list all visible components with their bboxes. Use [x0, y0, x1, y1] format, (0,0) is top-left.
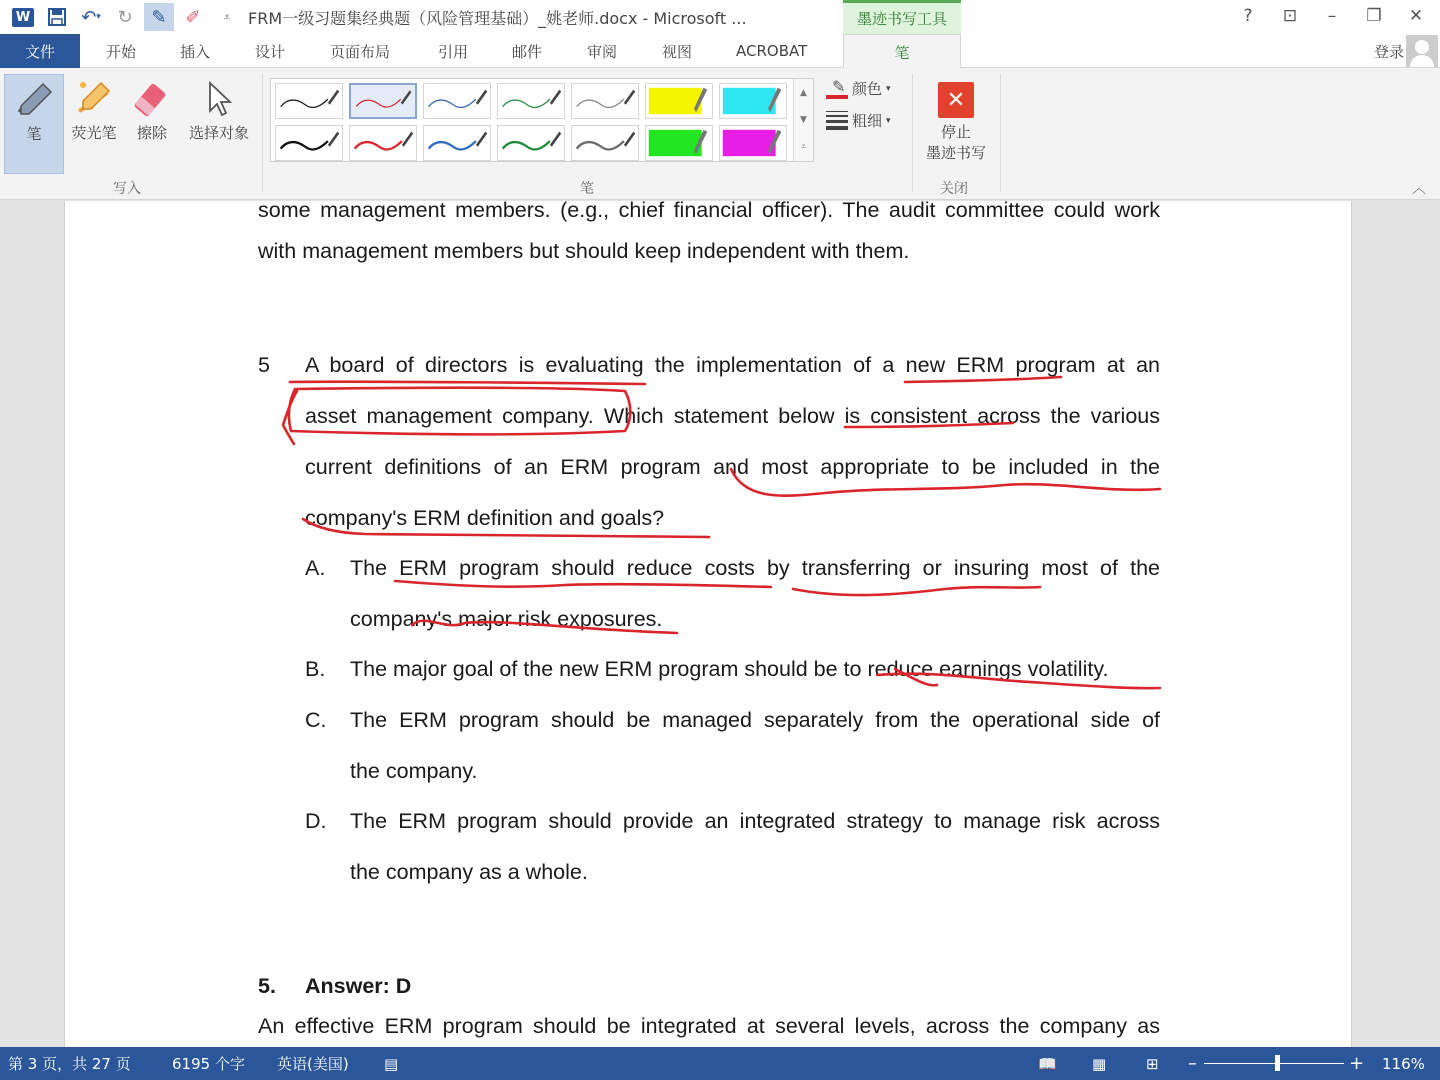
sign-in-link[interactable]: 登录 — [1373, 42, 1404, 61]
tab-page-layout[interactable]: 页面布局 — [330, 42, 391, 61]
close-group-label: 关闭 — [940, 181, 968, 197]
macro-record-icon[interactable]: ▤ — [384, 1054, 399, 1073]
thickness-dropdown[interactable] — [826, 110, 891, 131]
ribbon-separator — [1000, 74, 1001, 192]
zoom-slider-thumb[interactable] — [1275, 1055, 1280, 1071]
word-logo-icon[interactable]: W — [8, 3, 38, 31]
highlighter-swatch[interactable] — [719, 125, 787, 161]
pen-gallery — [270, 78, 814, 162]
ink-wave — [395, 581, 771, 587]
tab-pen[interactable]: 笔 — [843, 34, 961, 69]
redo-icon[interactable]: ↻ — [117, 6, 133, 28]
tab-review[interactable]: 审阅 — [587, 42, 618, 61]
gallery-up-icon[interactable]: ▲ — [800, 87, 807, 98]
option-text: the company as a whole. — [350, 860, 588, 884]
option-text: The ERM program should be managed separately from the operational side of — [350, 708, 1160, 732]
option-letter: C. — [305, 708, 327, 732]
stop-label-1: 停止 — [940, 123, 971, 141]
tab-file[interactable]: 文件 — [0, 34, 80, 68]
document-area[interactable] — [0, 201, 1440, 1047]
read-mode-icon[interactable]: 📖 — [1038, 1054, 1057, 1073]
title-bar — [0, 0, 1440, 34]
tab-design[interactable]: 设计 — [255, 42, 286, 61]
customize-icon[interactable]: ⩡ — [223, 9, 231, 24]
cursor-arrow-icon — [182, 74, 256, 122]
restore-icon[interactable]: ❐ — [1366, 6, 1382, 26]
pen-swatch[interactable] — [571, 125, 639, 161]
thickness-icon — [826, 111, 848, 130]
pen-swatch[interactable] — [349, 83, 417, 119]
highlighter-swatch[interactable] — [645, 83, 713, 119]
tab-references[interactable]: 引用 — [438, 42, 469, 61]
question-line: A board of directors is evaluating the implementation of a new ERM program at an — [305, 353, 1160, 377]
option-text: The ERM program should provide an integrated strategy to manage risk across — [350, 809, 1160, 833]
ink-color-icon: ✎ — [826, 79, 848, 99]
highlighter-swatch[interactable] — [645, 125, 713, 161]
select-objects-label: 选择对象 — [188, 124, 249, 142]
highlighter-swatch[interactable] — [719, 83, 787, 119]
pen-icon[interactable]: ✎ — [144, 3, 174, 31]
avatar[interactable] — [1406, 35, 1438, 67]
thickness-label: 粗细 — [852, 112, 883, 130]
stop-label-2: 墨迹书写 — [925, 144, 986, 162]
quick-access-toolbar — [0, 3, 242, 31]
option-text: The ERM program should reduce costs by transferring or insuring most of the — [350, 556, 1160, 580]
highlighter-icon — [66, 74, 122, 122]
text-line: some management members. (e.g., chief financial officer). The audit committee could work — [258, 201, 1160, 222]
tab-mailings[interactable]: 邮件 — [512, 42, 543, 61]
option-text: the company. — [350, 759, 478, 783]
pen-swatch[interactable] — [423, 83, 491, 119]
zoom-out-icon[interactable]: – — [1188, 1053, 1197, 1074]
ink-underline — [290, 382, 645, 384]
minimize-icon[interactable]: – — [1327, 6, 1337, 26]
option-text: company's major risk exposures. — [350, 607, 663, 631]
zoom-in-icon[interactable]: + — [1349, 1053, 1365, 1074]
close-x-icon: ✕ — [938, 82, 974, 118]
pen-swatch[interactable] — [423, 125, 491, 161]
question-number: 5 — [258, 353, 270, 377]
text-line: with management members but should keep independent with them. — [258, 239, 910, 263]
ribbon-display-icon[interactable]: ⊡ — [1282, 6, 1298, 26]
pen-swatch[interactable] — [349, 125, 417, 161]
chevron-down-icon: ▾ — [886, 83, 891, 94]
ribbon — [0, 68, 1440, 200]
ribbon-separator — [912, 74, 913, 192]
help-icon[interactable]: ? — [1243, 6, 1253, 26]
print-layout-icon[interactable]: ▦ — [1092, 1054, 1107, 1073]
tab-home[interactable]: 开始 — [106, 42, 137, 61]
ink-bracket — [283, 391, 297, 444]
tab-view[interactable]: 视图 — [662, 42, 693, 61]
question-line: company's ERM definition and goals? — [305, 506, 665, 530]
tab-insert[interactable]: 插入 — [180, 42, 211, 61]
option-letter: B. — [305, 657, 326, 681]
answer-text: An effective ERM program should be integrated at several levels, across the company as — [258, 1014, 1160, 1038]
pen-tool-button[interactable] — [4, 74, 64, 174]
pen-tool-icon — [5, 75, 63, 123]
eraser-tool-button[interactable] — [126, 74, 178, 143]
language-indicator[interactable]: 英语(美国) — [277, 1055, 349, 1073]
pen-swatch[interactable] — [571, 83, 639, 119]
web-layout-icon[interactable]: ⊞ — [1146, 1054, 1159, 1073]
stop-inking-button[interactable] — [918, 76, 994, 164]
collapse-ribbon-icon[interactable]: ︿ — [1412, 181, 1426, 197]
highlighter-tool-button[interactable] — [66, 74, 122, 143]
question-line: asset management company. Which statement below is consistent across the various — [305, 404, 1160, 428]
save-icon[interactable] — [42, 3, 72, 31]
color-label: 颜色 — [852, 80, 883, 98]
zoom-level[interactable]: 116% — [1382, 1054, 1425, 1073]
chevron-down-icon: ▾ — [886, 115, 891, 126]
option-text: The major goal of the new ERM program should be to reduce earnings volatility. — [350, 657, 1109, 681]
pen-swatch[interactable] — [497, 125, 565, 161]
highlighter-label: 荧光笔 — [71, 124, 117, 142]
pen-tool-label: 笔 — [26, 125, 42, 143]
write-group-label: 写入 — [113, 181, 141, 197]
color-dropdown[interactable] — [826, 78, 891, 99]
document-title: FRM一级习题集经典题（风险管理基础）_姚老师.docx - Microsoft ... — [248, 8, 747, 28]
pen-swatch[interactable] — [497, 83, 565, 119]
option-letter: A. — [305, 556, 326, 580]
pens-group-label: 笔 — [580, 181, 594, 197]
gallery-more-icon[interactable]: ⩡ — [800, 142, 807, 153]
pen-swatch[interactable] — [275, 125, 343, 161]
option-letter: D. — [305, 809, 327, 833]
eraser-icon[interactable]: ✐ — [185, 6, 201, 28]
ribbon-separator — [262, 74, 263, 192]
undo-icon[interactable]: ↶ ▾ — [81, 6, 101, 28]
pen-swatch[interactable] — [275, 83, 343, 119]
tab-acrobat[interactable]: ACROBAT — [736, 42, 808, 60]
window-controls — [1232, 2, 1432, 30]
ribbon-tabs — [0, 34, 1440, 68]
select-objects-button[interactable] — [182, 74, 256, 143]
page-indicator[interactable]: 第 3 页，共 27 页 — [8, 1055, 131, 1073]
answer-number: 5. — [258, 974, 276, 998]
close-icon[interactable]: ✕ — [1408, 6, 1424, 26]
answer-label: Answer: D — [305, 974, 412, 998]
ink-tools-contextual-tab: 墨迹书写工具 — [843, 0, 961, 34]
gallery-scroll[interactable] — [793, 79, 813, 161]
eraser-label: 擦除 — [136, 124, 167, 142]
eraser-tool-icon — [126, 74, 178, 122]
ink-wave — [793, 587, 1040, 595]
question-line: current definitions of an ERM program and most appropriate to be included in the — [305, 455, 1160, 479]
ink-annotations — [65, 201, 1353, 1047]
status-bar — [0, 1047, 1440, 1080]
word-count[interactable]: 6195 个字 — [172, 1055, 245, 1073]
gallery-down-icon[interactable]: ▼ — [800, 114, 807, 125]
document-page[interactable] — [64, 201, 1352, 1047]
